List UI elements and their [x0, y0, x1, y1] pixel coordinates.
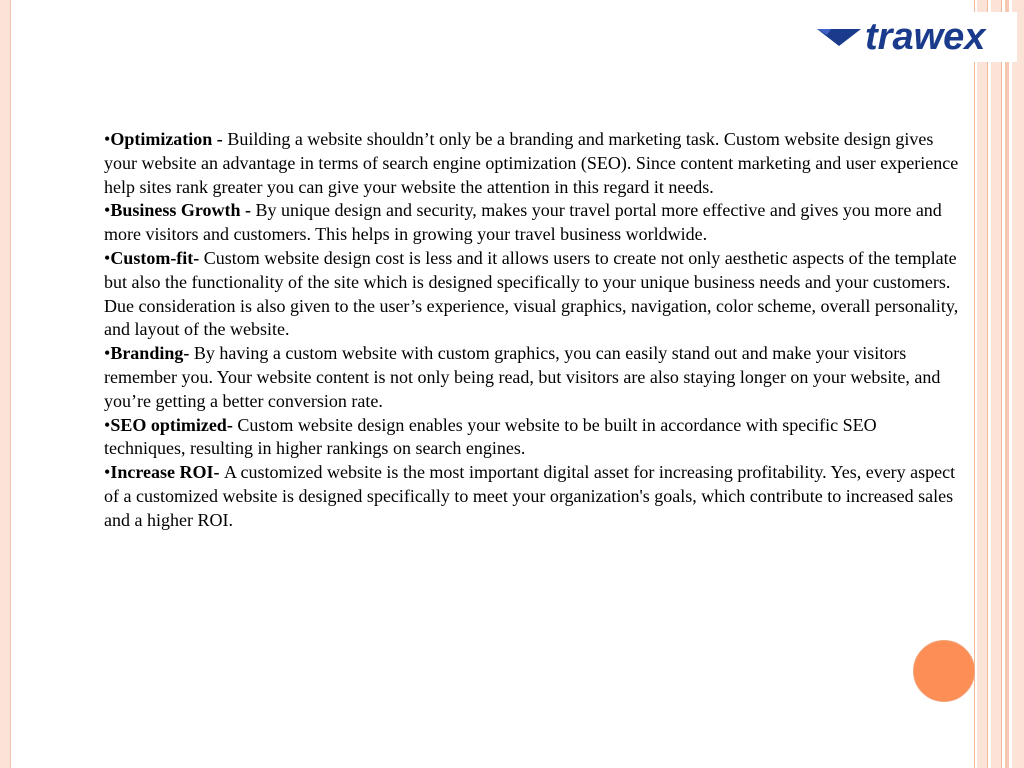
item-heading: Increase ROI-	[110, 462, 224, 483]
item-text: Custom website design enables your website to be built in accordance with specific SEO techniques, resulting in higher rankings on search engines.	[104, 414, 877, 459]
trawex-logo	[817, 12, 1017, 62]
orange-circle-decoration	[913, 640, 975, 702]
bullet: •	[104, 462, 111, 483]
item-text: A customized website is the most important digital asset for increasing profitability. Yes, every aspect of a customized website is designed specifically to meet your organization's goals, which contribute to increased sales and a higher ROI.	[104, 462, 956, 530]
list-item	[104, 199, 959, 247]
bullet: •	[104, 414, 111, 435]
item-heading: Branding-	[110, 343, 194, 364]
bullet: •	[104, 343, 111, 364]
bullet: •	[104, 129, 111, 149]
left-decorative-stripe	[0, 0, 11, 768]
list-item	[104, 461, 959, 532]
list-item	[104, 128, 959, 199]
right-decorative-stripes	[974, 0, 1024, 768]
arrow-wing-icon	[817, 26, 861, 48]
bullet: •	[104, 247, 111, 268]
item-heading: Custom-fit-	[110, 247, 204, 268]
item-heading: Business Growth -	[110, 200, 256, 221]
item-text: Custom website design cost is less and it allows users to create not only aesthetic aspects of the template but also the functionality of the site which is designed specifically to your unique business needs and your customers. Due consideration is also given to the user’s experience, visual graphics, navigation, color scheme, overall personality, and layout of the website.	[104, 247, 959, 340]
list-item	[104, 342, 959, 413]
item-heading: Optimization -	[110, 129, 228, 149]
logo-text: trawex	[865, 16, 986, 58]
item-text: By unique design and security, makes your travel portal more effective and gives you more and more visitors and customers. This helps in growing your travel business worldwide.	[104, 200, 942, 245]
item-text: Building a website shouldn’t only be a branding and marketing task. Custom website design gives your website an advantage in terms of search engine optimization (SEO). Since content marketing and user experience help sites rank greater you can give your website the attention in this regard it needs.	[104, 129, 959, 197]
item-text: By having a custom website with custom graphics, you can easily stand out and make your visitors remember you. Your website content is not only being read, but visitors are also staying longer on your website, and you’re getting a better conversion rate.	[104, 343, 941, 411]
list-item	[104, 247, 959, 342]
list-item	[104, 414, 959, 462]
bullet-list	[104, 128, 959, 533]
item-heading: SEO optimized-	[110, 414, 238, 435]
bullet: •	[104, 200, 111, 221]
